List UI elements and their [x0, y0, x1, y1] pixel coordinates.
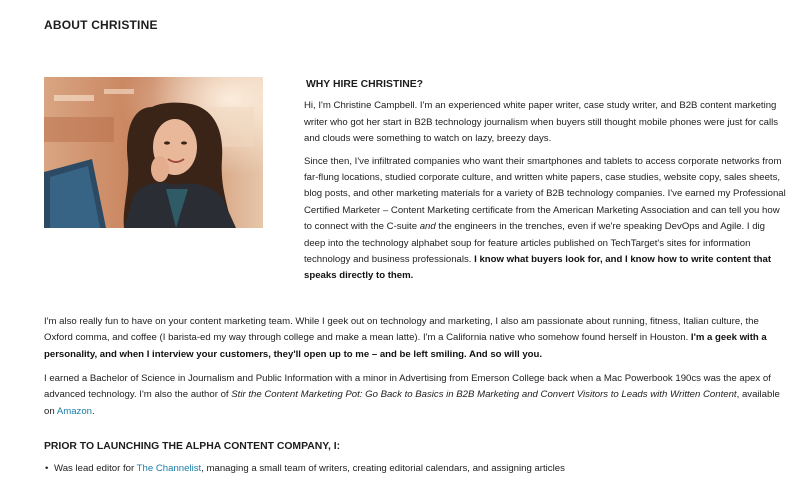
list-item-text-after: , managing a small team of writers, creating editorial calendars, and assigning articles [201, 463, 565, 474]
personality-bold: I'm a geek with a personality, and when I interview your customers, they'll open up to me – and be left smiling. And so will you. [44, 332, 767, 360]
channelist-link[interactable]: The Channelist [136, 463, 202, 474]
bio-section [304, 77, 786, 291]
career-text-1: Since then, I've infiltrated companies who want their smartphones and tablets to access corporate networks from far-flung locations, studied corporate culture, and written white papers, case studies, website copy, sales sheets, blog posts, and other marketing materials for a variety of B2B technology companies. I've earned my Professional Certified Marketer – Content Marketing certificate from the American Marketing Association and can tell you how to connect with the C-suite [304, 155, 786, 233]
why-hire-heading: WHY HIRE CHRISTINE? [306, 79, 423, 90]
prior-list [44, 461, 784, 477]
bullet-icon: • [45, 463, 49, 474]
amazon-link[interactable]: Amazon [56, 405, 93, 417]
list-item [44, 461, 784, 477]
career-text-2: the engineers in the trenches, even if we're speaking DevOps and Agile. I dig deep into the technology alphabet soup for feature articles published on TechTarget's sites for information technology and business professionals. [304, 221, 766, 266]
bio-paragraph-intro: Hi, I'm Christine Campbell. I'm an experienced white paper writer, case study writer, and B2B content marketing writer who got her start in B2B technology journalism when buyers still thought mobile phones were just for calls and clouds were something to watch on lazy, breezy days. [304, 100, 779, 145]
profile-photo [44, 77, 263, 228]
prior-heading: PRIOR TO LAUNCHING THE ALPHA CONTENT COMPANY, I: [44, 441, 341, 452]
list-item-text-before: Was lead editor for [54, 463, 137, 474]
education-paragraph [44, 371, 784, 420]
book-title: Stir the Content Marketing Pot: Go Back to Basics in B2B Marketing and Convert Visitors to Leads with Written Content [231, 389, 737, 401]
page-title: ABOUT CHRISTINE [44, 18, 158, 32]
personality-text: I'm also really fun to have on your content marketing team. While I geek out on technology and marketing, I also am passionate about running, fitness, Italian culture, the Oxford comma, and coffee (I barista-ed my way through college and make a mean latte). I'm a California native who somehow found herself in Houston. [44, 316, 759, 344]
career-bold: I know what buyers look for, and I know how to write content that speaks directly to them. [304, 254, 772, 282]
bio-paragraph-career [304, 154, 786, 285]
personality-paragraph [44, 314, 784, 363]
career-emphasis: and [419, 221, 436, 233]
education-end: . [92, 405, 95, 417]
available-text: , available on [44, 389, 780, 417]
education-text: I earned a Bachelor of Science in Journalism and Public Information with a minor in Advertising from Emerson College back when a Mac Powerbook 190cs was the apex of advanced technology. I'm also the author of [44, 373, 771, 401]
